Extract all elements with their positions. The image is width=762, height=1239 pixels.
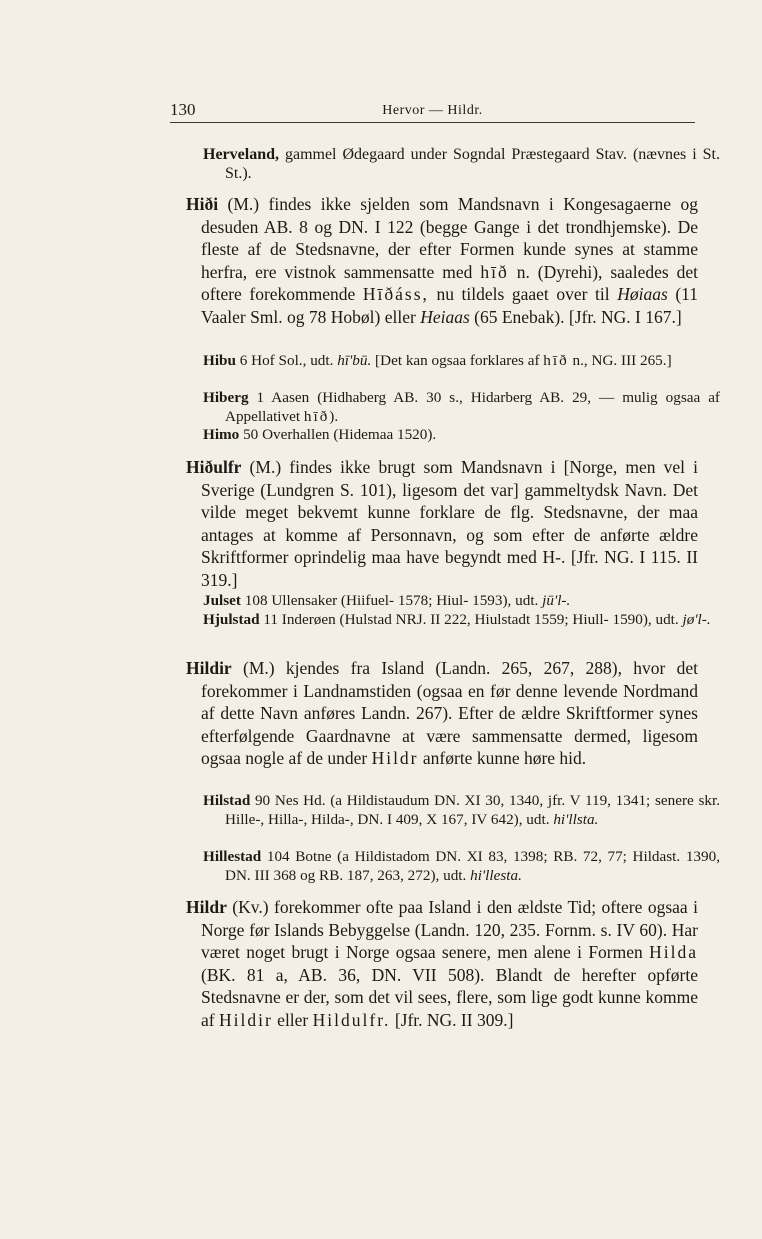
entry-julset: Julset 108 Ullensaker (Hiifuel- 1578; Hiul- 1593), udt. jū'l-. bbox=[203, 592, 571, 609]
entry-head: Julset bbox=[203, 592, 241, 609]
entry-head: Himo bbox=[203, 426, 240, 443]
entry-hidi: Hiði (M.) findes ikke sjelden som Mandsnavn i Kongesagaerne og desuden AB. 8 og DN. I 122 (begge Gange i det trondhjemske). De fleste af de Stedsnavne, der efter Formen kunde synes at stamme herfra, ere vistnok sammensatte med hīð n. (Dyrehi), saaledes det oftere forekommende Hīðáss, nu tildels gaaet over til Høiaas (11 Vaaler Sml. og 78 Hobøl) eller Heiaas (65 Enebak). [Jfr. NG. I 167.] bbox=[186, 194, 698, 327]
entry-himo: Himo 50 Overhallen (Hidemaa 1520). bbox=[203, 426, 437, 443]
entry-head: Hildir bbox=[186, 658, 232, 678]
entry-head: Hiðulfr bbox=[186, 457, 242, 477]
entry-head: Hiberg bbox=[203, 389, 249, 406]
entry-head: Hildr bbox=[186, 897, 227, 917]
entry-hjulstad: Hjulstad 11 Inderøen (Hulstad NRJ. II 222, Hiulstadt 1559; Hiull- 1590), udt. jø'l-. bbox=[203, 611, 711, 628]
entry-herveland: Herveland, gammel Ødegaard under Sogndal Præstegaard Stav. (nævnes i St. St.). bbox=[203, 146, 720, 182]
entry-hiberg: Hiberg 1 Aasen (Hidhaberg AB. 30 s., Hidarberg AB. 29, — mulig ogsaa af Appellativet hīð). bbox=[203, 389, 720, 425]
header-rule bbox=[170, 122, 695, 123]
entry-head: Herveland, bbox=[203, 146, 279, 163]
page-number: 130 bbox=[170, 100, 196, 119]
entry-hillestad: Hillestad 104 Botne (a Hildistadom DN. XI 83, 1398; RB. 72, 77; Hildast. 1390, DN. III 368 og RB. 187, 263, 272), udt. hi'llesta. bbox=[203, 848, 720, 884]
entry-hildr: Hildr (Kv.) forekommer ofte paa Island i den ældste Tid; oftere ogsaa i Norge før Islands Bebyggelse (Landn. 120, 235. Fornm. s. IV 60). Har været noget brugt i Norge ogsaa senere, men alene i Formen Hilda (BK. 81 a, AB. 36, DN. VII 508). Blandt de herefter opførte Stedsnavne er der, som det vil sees, flere, som lige godt kunne komme af Hildir eller Hildulfr. [Jfr. NG. II 309.] bbox=[186, 897, 698, 1030]
entry-head: Hilstad bbox=[203, 792, 251, 809]
entry-hidulfr: Hiðulfr (M.) findes ikke brugt som Mandsnavn i [Norge, men vel i Sverige (Lundgren S. 101), ligesom det var] gammeltydsk Navn. Det vilde meget bekvemt kunne forklare de flg. Stedsnavne, der maa antages at komme af Personnavn, og som efter de anførte ældre Skriftformer oprindelig maa have begyndt med H-. [Jfr. NG. I 115. II 319.] bbox=[186, 457, 698, 590]
entry-head: Hjulstad bbox=[203, 611, 260, 628]
entry-head: Hiði bbox=[186, 194, 219, 214]
running-title: Hervor — Hildr. bbox=[382, 103, 483, 118]
page-header bbox=[170, 100, 695, 124]
entry-head: Hillestad bbox=[203, 848, 262, 865]
entry-hilstad: Hilstad 90 Nes Hd. (a Hildistaudum DN. XI 30, 1340, jfr. V 119, 1341; senere skr. Hille-, Hilla-, Hilda-, DN. I 409, X 167, IV 642), udt. hi'llsta. bbox=[203, 792, 720, 828]
entry-hibu: Hibu 6 Hof Sol., udt. hī'bū. [Det kan ogsaa forklares af hīð n., NG. III 265.] bbox=[203, 352, 672, 369]
entry-head: Hibu bbox=[203, 352, 236, 369]
entry-hildir: Hildir (M.) kjendes fra Island (Landn. 265, 267, 288), hvor det forekommer i Landnamstiden (ogsaa en før denne levende Nordmand af dette Navn anføres Landn. 267). Efter de ældre Skriftformer synes efterfølgende Gaardnavne at være sammensatte dermed, ligesom ogsaa nogle af de under Hildr anførte kunne høre hid. bbox=[186, 658, 698, 769]
